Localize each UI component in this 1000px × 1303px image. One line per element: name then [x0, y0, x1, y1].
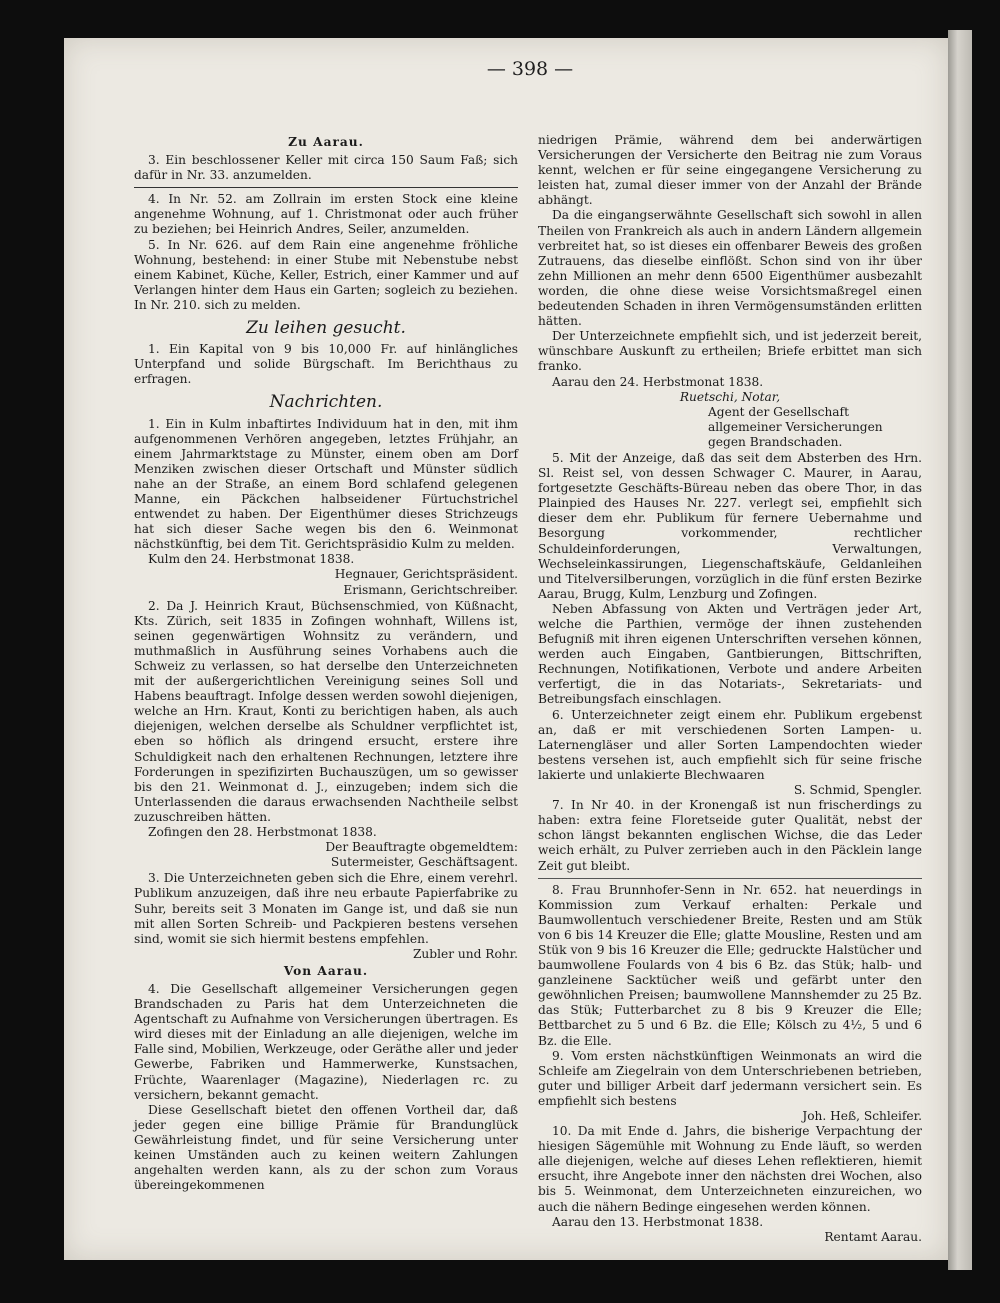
news-3: 3. Die Unterzeichneten geben sich die Ehre, einem verehrl. Publikum anzuzeigen, daß ihre neu erbaute Papierfabrike zu Suhr, bereits seit 3 Monaten im Gange ist, und daß sie nun mit allen Sorten Schreib- und Packpieren bestens versehen sind, womit sie sich hiermit bestens empfehlen.: [134, 871, 518, 946]
news-10: 10. Da mit Ende d. Jahrs, die bisherige Verpachtung der hiesigen Sägemühle mit Wohnung zu Ende läuft, so werden alle diejenigen, welche auf dieses Lehen reflektieren, hiemit ersucht, ihre Angebote inner den nächsten drei Wochen, also bis 5. Weinmonat, dem Unterzeichneten einzureichen, wo auch die nähern Bedinge eingesehen werden können.: [538, 1124, 922, 1214]
news-5-continued: Neben Abfassung von Akten und Verträgen jeder Art, welche die Parthien, vermöge der ihnen zustehenden Befugniß mit ihren eigenen Unterschriften versehen können, werden auch Eingaben, Gantbierungen, Bittschriften, Rechnungen, Notifikationen, Verbote und andere Arbeiten verfertigt, die in das Notariats-, Sekretariats- und Betreibungsfach einschlagen.: [538, 601, 922, 707]
news-9-signature: Joh. Heß, Schleifer.: [802, 1109, 922, 1123]
notice-3: 3. Ein beschlossener Keller mit circa 150 Saum Faß; sich dafür in Nr. 33. anzumelden.: [134, 153, 518, 183]
news-4-signature-1: Ruetschi, Notar,: [679, 389, 781, 404]
news-6: 6. Unterzeichneter zeigt einem ehr. Publikum ergebenst an, daß er mit verschiedenen Sorten Lampen- u. Laternengläser und aller Sorten Lampendochten wieder bestens versehen ist, auch empfiehlt sich für seine frische lakierte und unlakierte Blechwaaren: [538, 707, 922, 782]
news-4: 4. Die Gesellschaft allgemeiner Versicherungen gegen Brandschaden zu Paris hat dem Unterzeichneten die Agentschaft zu Aufnahme von Versicherungen übertragen. Es wird dieses mit der Einladung an alle diejenigen, welche im Falle sind, Mobilien, Werkzeuge, oder Geräthe aller und jeder Gewerbe, Fabriken und Hammerwerke, Kunstsachen, Früchte, Waarenlager (Magazine), Niederlagen rc. zu versichern, bekannt gemacht.: [134, 981, 518, 1102]
news-4-date: Aarau den 24. Herbstmonat 1838.: [552, 374, 764, 389]
news-2-date: Zofingen den 28. Herbstmonat 1838.: [148, 825, 377, 840]
notice-5: 5. In Nr. 626. auf dem Rain eine angenehme fröhliche Wohnung, bestehend: in einer Stube mit Nebenstube nebst einem Kabinet, Küche, Keller, Estrich, einer Kammer und auf Verlangen hinter dem Haus ein Garten; sogleich zu beziehen. In Nr. 210. sich zu melden.: [134, 237, 518, 312]
news-8: 8. Frau Brunnhofer-Senn in Nr. 652. hat neuerdings in Kommission zum Verkauf erhalten: Perkale und Baumwollentuch verschiedener Breite, Resten und am Stük von 6 bis 14 Kreuzer die Elle; glatte Mousline, Resten und am Stük von 9 bis 16 Kreuzer die Elle; gedruckte Halstücher und baumwollene Foulards von 4 bis 6 Bz. das Stük; halb- und ganzleinene Sacktücher weiß und gefärbt unter den gewöhnlichen Preisen; baumwollene Mannshemder zu 25 Bz. das Stük; Futterbarchet zu 8 bis 9 Kreuzer die Elle; Bettbarchet zu 5 und 6 Bz. die Elle; Kölsch zu 4½, 5 und 6 Bz. die Elle.: [538, 882, 922, 1048]
news-1-signature-2: Erismann, Gerichtschreiber.: [343, 582, 518, 597]
news-9: 9. Vom ersten nächstkünftigen Weinmonats an wird die Schleife am Ziegelrain von dem Unterschriebenen betrieben, guter und billiger Arbeit darf jedermann versichert sein. Es empfiehlt sich bestens: [538, 1048, 922, 1108]
news-7: 7. In Nr 40. in der Kronengaß ist nun frischerdings zu haben: extra feine Floretseide guter Qualität, nebst der schon längst bekannten englischen Wichse, die das Leder weich erhält, zu Pulver zerrieben auch in den Päcklein lange Zeit gut bleibt.: [538, 798, 922, 873]
notice-4: 4. In Nr. 52. am Zollrain im ersten Stock eine kleine angenehme Wohnung, auf 1. Christmonat oder auch früher zu beziehen; bei Heinrich Andres, Seiler, anzumelden.: [134, 192, 518, 237]
news-4-paragraph-2: Da die eingangserwähnte Gesellschaft sich sowohl in allen Theilen von Frankreich als auch in andern Ländern allgemein verbreitet hat, so ist dieses ein offenbarer Beweis des großen Zutrauens, das dieselbe einflößt. Schon sind von ihr über zehn Millionen an mehr denn 6500 Eigenthümer ausbezahlt worden, die ohne diese weise Vorsichtsmaßregel einen bedeutenden Schaden in ihren Vermögensumständen erlitten hätten.: [538, 208, 922, 329]
divider: [538, 878, 922, 879]
news-2: 2. Da J. Heinrich Kraut, Büchsenschmied, von Küßnacht, Kts. Zürich, seit 1835 in Zofingen wohnhaft, Willens ist, seinen gegenwärtigen Wohnsitz zu verändern, und muthmaßlich in Ausführung seines Vorhabens auch die Schweiz zu verlassen, so hat derselbe den Unterzeichneten mit der außergerichtlichen Vereinigung seines Soll und Habens beauftragt. Infolge dessen werden sowohl diejenigen, welche an Hrn. Kraut, Konti zu berichtigen haben, als auch diejenigen, welchen derselbe als Schuldner verpflichtet ist, eben so höflich als dringend ersucht, erstere ihre Schuldigkeit nach den erhaltenen Rechnungen, letztere ihre Forderungen in spezifizirten Buchauszügen, um so gewisser bis den 21. Weinmonat d. J., einzugeben; indem sich die Unterlassenden die daraus erwachsenden Nachtheile selbst zuzuschreiben hätten.: [134, 598, 518, 824]
news-1-date: Kulm den 24. Herbstmonat 1838.: [148, 552, 355, 567]
left-column: [134, 133, 518, 1193]
news-4-signature-2: Agent der Gesellschaft allgemeiner Versicherungen gegen Brandschaden.: [708, 404, 883, 449]
section-heading-von-aarau: Von Aarau.: [283, 963, 369, 978]
news-1-signature-1: Hegnauer, Gerichtspräsident.: [334, 567, 518, 582]
section-heading-nachrichten: Nachrichten.: [269, 392, 383, 413]
news-6-signature: S. Schmid, Spengler.: [793, 783, 922, 798]
right-column: [538, 133, 922, 1245]
news-4-paragraph-3: Der Unterzeichnete empfiehlt sich, und ist jederzeit bereit, wünschbare Auskunft zu ertheilen; Briefe erbittet man sich franko.: [538, 329, 922, 374]
loan-notice-1: 1. Ein Kapital von 9 bis 10,000 Fr. auf hinlängliches Unterpfand und solide Bürgschaft. Im Berichthaus zu erfragen.: [134, 342, 518, 387]
news-10-signature: Rentamt Aarau.: [824, 1229, 922, 1244]
news-10-date: Aarau den 13. Herbstmonat 1838.: [552, 1214, 764, 1229]
section-heading-aarau: Zu Aarau.: [288, 135, 364, 149]
news-4-continuation: niedrigen Prämie, während dem bei anderwärtigen Versicherungen der Versicherte den Beitrag nie zum Voraus kennt, welchen er für seine eingegangene Versicherung zu leisten hat, zumal dieser immer von der Anzahl der Brände abhängt.: [538, 133, 922, 208]
section-heading-zu-leihen: Zu leihen gesucht.: [246, 318, 406, 339]
news-5: 5. Mit der Anzeige, daß das seit dem Absterben des Hrn. Sl. Reist sel, von dessen Schwager C. Maurer, in Aarau, fortgesetzte Geschäfts-Büreau neben das obere Thor, in das Plainpied des Hauses Nr. 227. verlegt sei, empfiehlt sich dieser dem ehr. Publikum für fernere Uebernahme und Besorgung vorkommender, rechtlicher Schuldeinforderungen, Verwaltungen, Wechseleinkassirungen, Liegenschaftskäufe, Geldanleihen und Titelversilberungen, vorzüglich in die fünf ersten Bezirke Aarau, Brugg, Kulm, Lenzburg und Zofingen.: [538, 450, 922, 601]
page-number: — 398 —: [486, 58, 574, 80]
news-4-continued: Diese Gesellschaft bietet den offenen Vortheil dar, daß jeder gegen eine billige Prämie für Brandunglück Gewährleistung findet, und für seine Versicherung unter keinen Umständen auch zu keinen weitern Zahlungen angehalten werden kann, als zu der schon zum Voraus übereingekommenen: [134, 1102, 518, 1193]
divider: [134, 187, 518, 188]
news-1: 1. Ein in Kulm inbaftirtes Individuum hat in den, mit ihm aufgenommenen Verhören angegeben, letztes Frühjahr, an einem Jahrmarktstage zu Münster, einem oben am Dorf Menziken zwischen dieser Ortschaft und Münster südlich nahe an der Straße, an einem Bord schlafend gelegenen Manne, ein Päckchen halbseidener Fürtuchstrichel entwendet zu haben. Der Eigenthümer dieses Strichzeugs hat sich dieser Sache wegen bis den 6. Weinmonat nächstkünftig, bei dem Tit. Gerichtspräsidio Kulm zu melden.: [134, 416, 518, 552]
page-edge: [948, 30, 972, 1270]
news-3-signature: Zubler und Rohr.: [412, 946, 518, 961]
news-2-signature-1: Der Beauftragte obgemeldtem:: [325, 840, 518, 855]
news-2-signature-2: Sutermeister, Geschäftsagent.: [330, 855, 518, 870]
